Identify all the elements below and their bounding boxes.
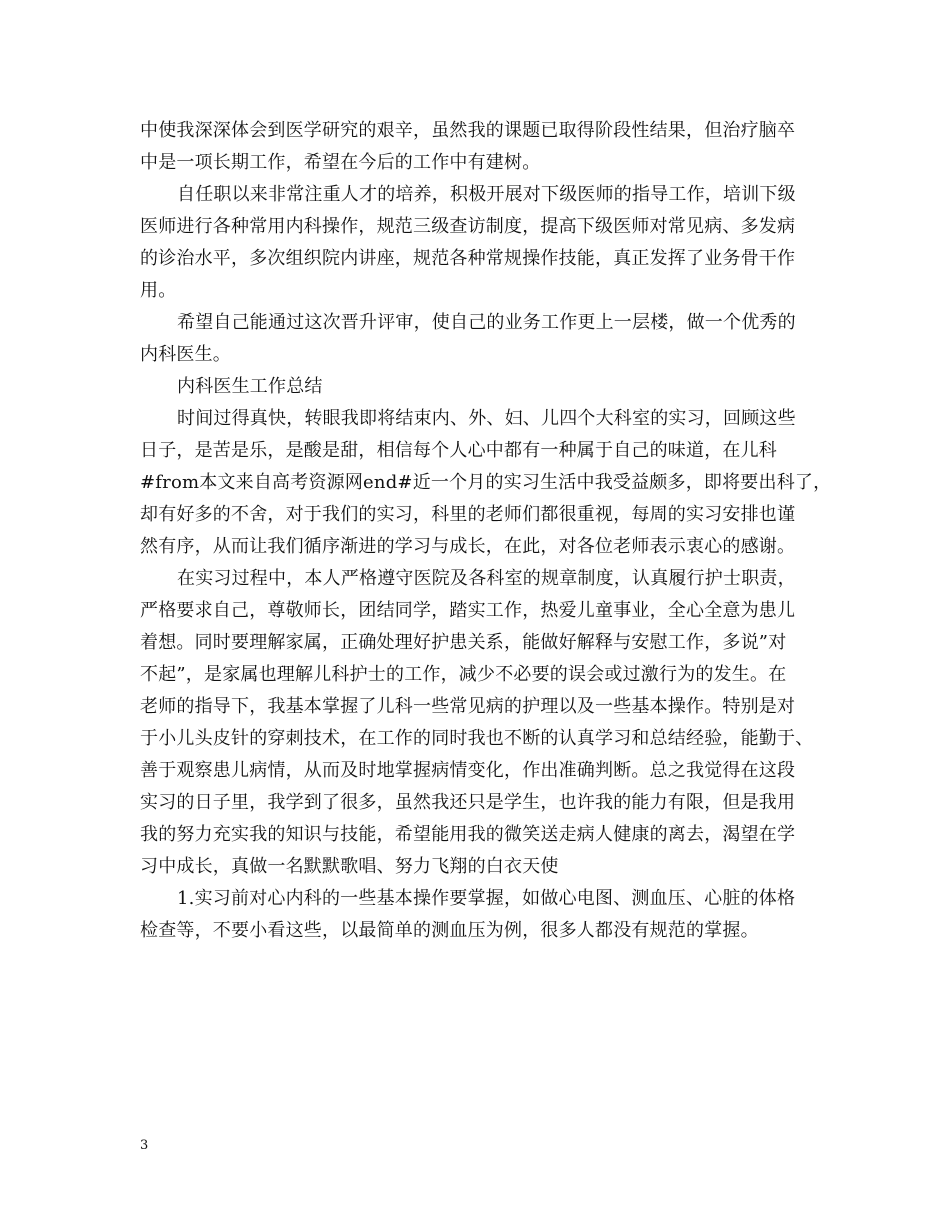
text-line: 的诊治水平，多次组织院内讲座，规范各种常规操作技能，真正发挥了业务骨干作 — [140, 248, 796, 269]
text-line: 中使我深深体会到医学研究的艰辛，虽然我的课题已取得阶段性结果，但治疗脑卒 — [140, 120, 796, 141]
document-body — [140, 115, 830, 947]
text-line: 1.实习前对心内科的一些基本操作要掌握，如做心电图、测血压、心脏的体格 — [177, 888, 796, 909]
section-heading: 内科医生工作总结 — [177, 376, 323, 397]
text-line: 老师的指导下，我基本掌握了儿科一些常见病的护理以及一些基本操作。特别是对 — [140, 696, 796, 717]
text-line: 习中成长，真做一名默默歌唱、努力飞翔的白衣天使 — [140, 856, 559, 877]
text-line: 检查等，不要小看这些，以最简单的测血压为例，很多人都没有规范的掌握。 — [140, 920, 759, 941]
text-line: 日子，是苦是乐，是酸是甜，相信每个人心中都有一种属于自己的味道，在儿科 — [140, 440, 777, 461]
text-line: 然有序，从而让我们循序渐进的学习与成长，在此，对各位老师表示衷心的感谢。 — [140, 536, 796, 557]
text-line: 不起”，是家属也理解儿科护士的工作，减少不必要的误会或过激行为的发生。在 — [140, 664, 787, 685]
text-line: 善于观察患儿病情，从而及时地掌握病情变化，作出准确判断。总之我觉得在这段 — [140, 760, 796, 781]
text-line: #from本文来自高考资源网end#近一个月的实习生活中我受益颇多，即将要出科了， — [140, 472, 832, 493]
text-line: 希望自己能通过这次晋升评审，使自己的业务工作更上一层楼，做一个优秀的 — [177, 312, 796, 333]
text-line: 却有好多的不舍，对于我们的实习，科里的老师们都很重视，每周的实习安排也谨 — [140, 504, 796, 525]
text-line: 中是一项长期工作，希望在今后的工作中有建树。 — [140, 152, 541, 173]
text-line: 于小儿头皮针的穿刺技术，在工作的同时我也不断的认真学习和总结经验，能勤于、 — [140, 728, 814, 749]
text-line: 严格要求自己，尊敬师长，团结同学，踏实工作，热爱儿童事业，全心全意为患儿 — [140, 600, 796, 621]
text-line: 着想。同时要理解家属，正确处理好护患关系，能做好解释与安慰工作，多说”对 — [140, 632, 787, 653]
page-number: 3 — [140, 1138, 149, 1153]
text-line: 医师进行各种常用内科操作，规范三级查访制度，提高下级医师对常见病、多发病 — [140, 216, 796, 237]
text-line: 自任职以来非常注重人才的培养，积极开展对下级医师的指导工作，培训下级 — [177, 184, 796, 205]
text-line: 时间过得真快，转眼我即将结束内、外、妇、儿四个大科室的实习，回顾这些 — [177, 408, 796, 429]
text-line: 用。 — [140, 280, 177, 301]
text-line: 实习的日子里，我学到了很多，虽然我还只是学生，也许我的能力有限，但是我用 — [140, 792, 796, 813]
text-line: 我的努力充实我的知识与技能，希望能用我的微笑送走病人健康的离去，渴望在学 — [140, 824, 796, 845]
text-line: 在实习过程中，本人严格遵守医院及各科室的规章制度，认真履行护士职责， — [177, 568, 796, 589]
text-line: 内科医生。 — [140, 344, 231, 365]
